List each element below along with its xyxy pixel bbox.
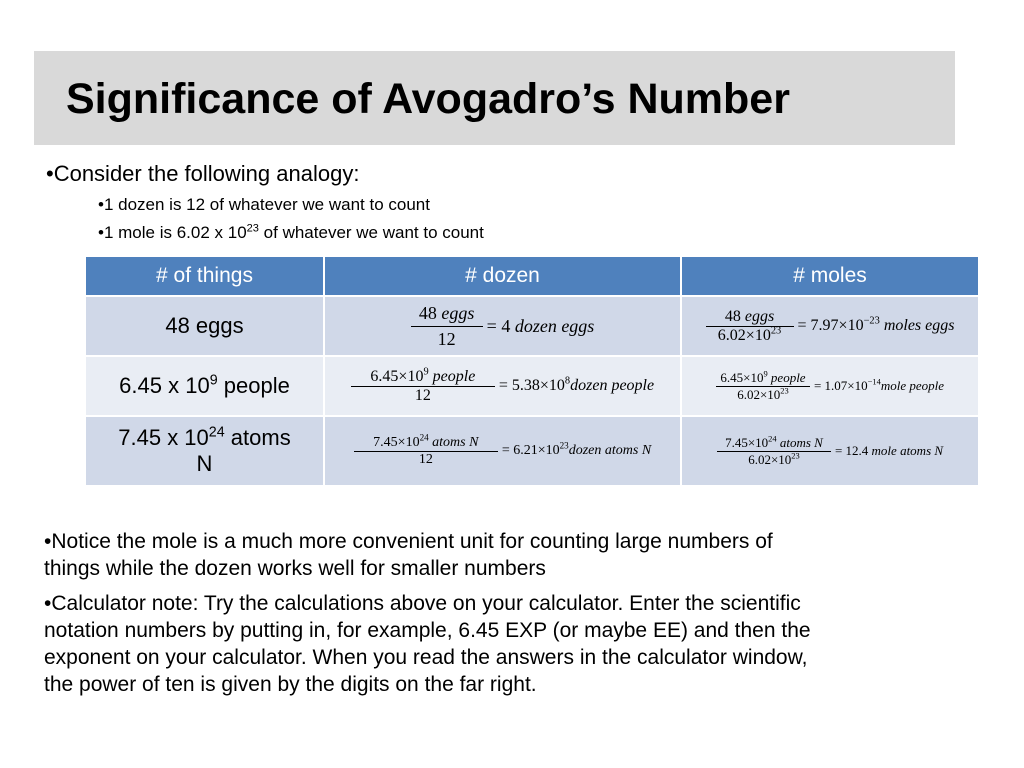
numerator [716, 370, 810, 387]
moles-equation [682, 308, 978, 345]
numerator-unit: eggs [441, 302, 475, 323]
note-convenient-unit [44, 528, 773, 582]
dozen-cell [324, 356, 681, 416]
numerator [354, 431, 498, 452]
header-things: # of things [86, 257, 324, 296]
numerator [411, 301, 483, 327]
denominator: 12 [418, 451, 433, 467]
note-line: the power of ten is given by the digits on the far right. [44, 673, 537, 696]
table-row [86, 416, 979, 485]
numerator-value: 48 [724, 307, 745, 325]
fraction [354, 431, 498, 468]
moles-cell [681, 356, 979, 416]
denominator [735, 387, 791, 403]
denominator-base: 6.02×10 [717, 326, 771, 344]
fraction [706, 308, 794, 345]
denominator: 12 [414, 386, 431, 404]
result-base: = 5.38×10 [498, 377, 565, 394]
numerator-exponent: 9 [423, 366, 429, 378]
moles-cell [681, 296, 979, 356]
note-calculator [44, 590, 811, 698]
label-exponent: 9 [209, 372, 218, 389]
result-exponent: 8 [564, 375, 571, 387]
denominator-exponent: 23 [780, 385, 789, 396]
numerator-unit: atoms N [428, 434, 479, 450]
moles-equation [682, 435, 978, 468]
fraction [716, 370, 810, 403]
result [501, 440, 652, 459]
result-unit: dozen people [570, 377, 655, 394]
result-exponent: −14 [867, 376, 881, 387]
dozen-equation [325, 368, 680, 405]
numerator-unit: atoms N [776, 434, 823, 450]
note-line: •Notice the mole is a much more convenient unit for counting large numbers of [44, 530, 773, 553]
result [499, 377, 654, 395]
table-row [86, 296, 979, 356]
numerator-base: 6.45×10 [720, 369, 764, 385]
sub-bullet-mole [98, 221, 484, 245]
denominator: 12 [437, 328, 456, 349]
dozen-equation [325, 431, 680, 468]
label-tail: atoms [224, 425, 291, 450]
dozen-equation [325, 301, 680, 352]
row-label-people [86, 356, 324, 416]
label-base: 7.45 x 10 [118, 425, 209, 450]
numerator [717, 435, 831, 452]
result-base: = 1.07×10 [813, 378, 868, 393]
result-unit: mole people [880, 378, 945, 393]
note-line: things while the dozen works well for smaller numbers [44, 557, 546, 580]
result-value: = 12.4 [834, 443, 872, 458]
dozen-cell [324, 296, 681, 356]
table-row [86, 356, 979, 416]
result-exponent: 23 [559, 440, 569, 451]
slide-title: Significance of Avogadro’s Number [66, 75, 790, 123]
fraction [411, 301, 483, 352]
dozen-cell [324, 416, 681, 485]
numerator-base: 6.45×10 [370, 367, 424, 385]
result [487, 316, 595, 337]
numerator-unit: people [428, 367, 476, 385]
numerator [351, 368, 495, 387]
table-header-row [86, 257, 979, 296]
numerator-unit: eggs [744, 307, 775, 325]
comparison-table [86, 257, 980, 485]
result-unit: moles eggs [879, 317, 955, 334]
result-base: = 7.97×10 [797, 317, 864, 334]
result [814, 378, 944, 394]
result [835, 443, 943, 459]
result-unit: dozen eggs [514, 315, 595, 336]
numerator-exponent: 24 [419, 431, 429, 442]
denominator [746, 452, 802, 468]
sub-bullet-mole-tail: of whatever we want to count [258, 223, 484, 242]
label-exponent: 24 [208, 424, 225, 441]
moles-cell [681, 416, 979, 485]
result-exponent: −23 [863, 315, 880, 327]
row-label-atoms [86, 416, 324, 485]
fraction [717, 435, 831, 468]
label-line2: N [196, 451, 213, 476]
denominator [716, 327, 783, 345]
header-moles: # moles [681, 257, 979, 296]
bullet-analogy: •Consider the following analogy: [46, 161, 360, 186]
denominator-exponent: 23 [770, 325, 782, 337]
numerator [706, 308, 794, 327]
numerator-unit: people [767, 369, 806, 385]
denominator-base: 6.02×10 [748, 451, 792, 467]
sub-bullet-mole-exponent: 23 [246, 222, 259, 235]
moles-equation [682, 370, 978, 403]
denominator-exponent: 23 [791, 450, 800, 461]
result-value: = 4 [486, 315, 515, 336]
note-line: notation numbers by putting in, for example, 6.45 EXP (or maybe EE) and then the [44, 619, 811, 642]
header-dozen: # dozen [324, 257, 681, 296]
sub-bullet-dozen: •1 dozen is 12 of whatever we want to count [98, 195, 430, 214]
note-line: •Calculator note: Try the calculations above on your calculator. Enter the scientific [44, 592, 801, 615]
result-unit: mole atoms N [871, 443, 944, 458]
numerator-base: 7.45×10 [725, 434, 769, 450]
result [798, 317, 955, 335]
label-tail: people [217, 373, 290, 398]
numerator-exponent: 9 [763, 368, 768, 379]
label-base: 6.45 x 10 [119, 373, 210, 398]
numerator-value: 48 [418, 302, 442, 323]
row-label-eggs: 48 eggs [86, 296, 324, 356]
note-line: exponent on your calculator. When you read the answers in the calculator window, [44, 646, 808, 669]
numerator-base: 7.45×10 [373, 434, 420, 450]
fraction [351, 368, 495, 405]
result-base: = 6.21×10 [501, 443, 560, 458]
sub-bullet-mole-text: •1 mole is 6.02 x 10 [98, 223, 247, 242]
numerator-exponent: 24 [768, 433, 777, 444]
result-unit: dozen atoms N [568, 443, 652, 458]
denominator-base: 6.02×10 [737, 386, 781, 402]
